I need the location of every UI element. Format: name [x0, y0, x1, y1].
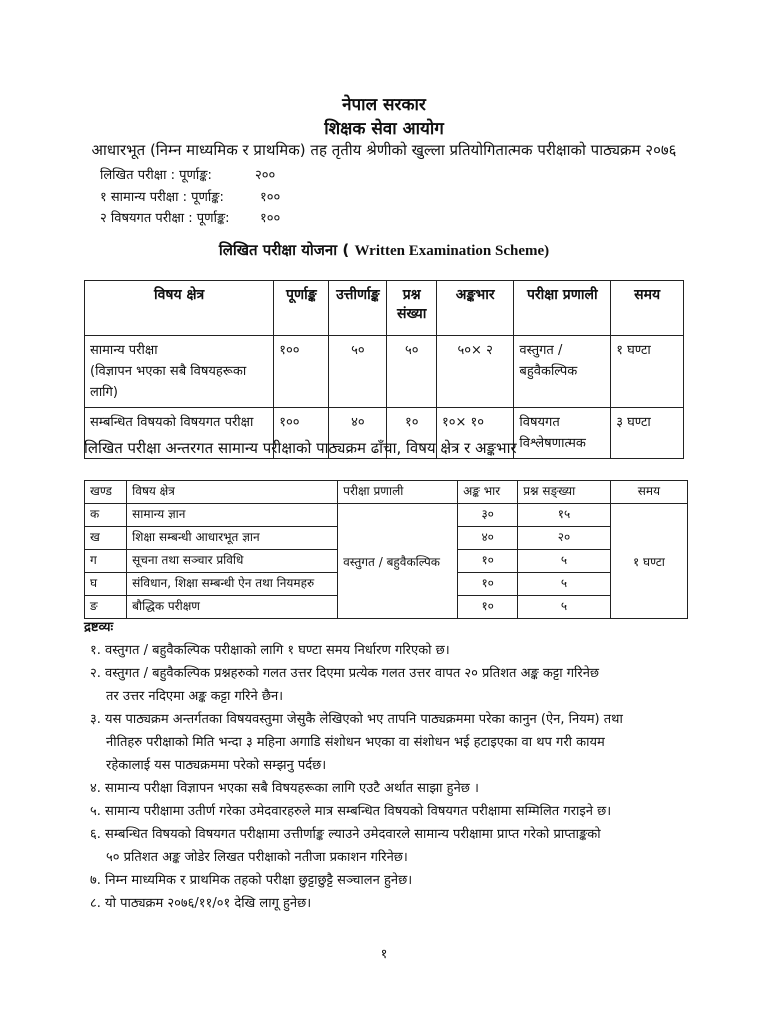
header-full-marks: पूर्णाङ्क [274, 281, 329, 336]
cell-area: सम्बन्धित विषयको विषयगत परीक्षा [85, 408, 274, 459]
cell-section: ङ [85, 596, 127, 619]
cell-section: क [85, 504, 127, 527]
commission-title: शिक्षक सेवा आयोग [324, 119, 444, 139]
cell-full: १०० [274, 408, 329, 459]
marks-line-subject [100, 208, 281, 226]
cell-full: १०० [274, 336, 329, 408]
cell-section: ग [85, 550, 127, 573]
cell-weight: ५०× २ [436, 336, 513, 408]
table-header-row [85, 281, 684, 336]
table-header-row [85, 481, 688, 504]
cell-time: १ घण्टा [611, 336, 684, 408]
note-continuation: नीतिहरु परीक्षाको मिति भन्दा ३ महिना अगाडि संशोधन भएका वा संशोधन भई हटाइएका वा थप गरी कायम [106, 735, 605, 750]
table-row [85, 504, 688, 527]
scheme-title-np: लिखित परीक्षा योजना ( [218, 241, 350, 259]
cell-system: विषयगत विश्लेषणात्मक [514, 408, 611, 459]
marks-label: १ सामान्य परीक्षा : पूर्णाङ्क: [100, 190, 224, 205]
header-question-count: प्रश्न सङ्ख्या [518, 481, 611, 504]
marks-value: १०० [260, 211, 281, 226]
cell-time: १ घण्टा [610, 504, 687, 619]
cell-area: सूचना तथा सञ्चार प्रविधि [127, 550, 338, 573]
header-weightage: अङ्कभार [436, 281, 513, 336]
header-time: समय [611, 281, 684, 336]
cell-area: संविधान, शिक्षा सम्बन्धी ऐन तथा नियमहरु [127, 573, 338, 596]
government-title: नेपाल सरकार [342, 95, 426, 115]
cell-time: ३ घण्टा [611, 408, 684, 459]
marks-label: लिखित परीक्षा : पूर्णाङ्क: [100, 168, 212, 183]
note-continuation: ५० प्रतिशत अङ्क जोडेर लिखत परीक्षाको नतीजा प्रकाशन गरिनेछ। [106, 850, 408, 865]
cell-count: १५ [518, 504, 611, 527]
marks-label: २ विषयगत परीक्षा : पूर्णाङ्क: [100, 211, 230, 226]
header-weightage: अङ्क भार [458, 481, 518, 504]
note-item: ४. सामान्य परीक्षा विज्ञापन भएका सबै विषयहरूका लागि एउटै अर्थात साझा हुनेछ । [90, 781, 479, 796]
note-item: १. वस्तुगत / बहुवैकल्पिक परीक्षाको लागि १ घण्टा समय निर्धारण गरिएको छ। [90, 643, 450, 658]
note-item: ८. यो पाठ्यक्रम २०७६/११/०१ देखि लागू हुनेछ। [90, 896, 312, 911]
cell-area: शिक्षा सम्बन्धी आधारभूत ज्ञान [127, 527, 338, 550]
cell-weight: १० [458, 573, 518, 596]
marks-value: १०० [260, 190, 281, 205]
notes-heading: द्रष्टव्यः [84, 620, 114, 635]
cell-pass: ४० [329, 408, 387, 459]
cell-count: ५ [518, 550, 611, 573]
scheme-table [84, 280, 684, 459]
header-area: विषय क्षेत्र [127, 481, 338, 504]
cell-area: सामान्य परीक्षा (विज्ञापन भएका सबै विषयहरूका लागि) [85, 336, 274, 408]
cell-count: २० [518, 527, 611, 550]
cell-system: वस्तुगत / बहुवैकल्पिक [338, 504, 458, 619]
cell-weight: ४० [458, 527, 518, 550]
cell-area: बौद्धिक परीक्षण [127, 596, 338, 619]
scheme-title [0, 240, 768, 260]
header-pass-marks: उत्तीर्णाङ्क [329, 281, 387, 336]
note-item: ३. यस पाठ्यक्रम अन्तर्गतका विषयवस्तुमा जेसुकै लेखिएको भए तापनि पाठ्यक्रममा परेका कानुन (ऐन, नियम) तथा [90, 712, 623, 727]
cell-area: सामान्य ज्ञान [127, 504, 338, 527]
cell-weight: १० [458, 596, 518, 619]
cell-count: ५ [518, 573, 611, 596]
note-continuation: तर उत्तर नदिएमा अङ्क कट्टा गरिने छैन। [106, 689, 284, 704]
general-exam-subtitle: लिखित परीक्षा अन्तरगत सामान्य परीक्षाको पाठ्यक्रम ढाँचा, विषय क्षेत्र र अङ्कभार [84, 439, 517, 457]
cell-count: ५० [387, 336, 437, 408]
cell-count: १० [387, 408, 437, 459]
cell-count: ५ [518, 596, 611, 619]
header-section: खण्ड [85, 481, 127, 504]
note-item: ५. सामान्य परीक्षामा उतीर्ण गरेका उमेदवारहरुले मात्र सम्बन्धित विषयको विषयगत परीक्षामा सम्मिलित गराइने छ। [90, 804, 612, 819]
header-exam-system: परीक्षा प्रणाली [514, 281, 611, 336]
cell-system: वस्तुगत / बहुवैकल्पिक [514, 336, 611, 408]
general-exam-table [84, 480, 688, 619]
cell-weight: १० [458, 550, 518, 573]
marks-value: २०० [255, 168, 276, 183]
cell-section: ख [85, 527, 127, 550]
cell-weight: १०× १० [436, 408, 513, 459]
note-item: ७. निम्न माध्यमिक र प्राथमिक तहको परीक्षा छुट्टाछुट्टै सञ्चालन हुनेछ। [90, 873, 413, 888]
notes-section [84, 616, 694, 915]
cell-weight: ३० [458, 504, 518, 527]
note-continuation: रहेकालाई यस पाठ्यक्रममा परेको सम्झनु पर्दछ। [106, 758, 327, 773]
header-area: विषय क्षेत्र [85, 281, 274, 336]
note-item: २. वस्तुगत / बहुवैकल्पिक प्रश्नहरुको गलत उत्तर दिएमा प्रत्येक गलत उत्तर वापत २० प्रतिशत अङ्क कट्टा गरिनेछ [90, 666, 600, 681]
header-question-count: प्रश्न संख्या [387, 281, 437, 336]
table-row [85, 336, 684, 408]
marks-line-general [100, 187, 281, 205]
scheme-title-en: Written Examination Scheme) [354, 243, 550, 259]
cell-pass: ५० [329, 336, 387, 408]
marks-line-written [100, 165, 276, 183]
cell-section: घ [85, 573, 127, 596]
page-number: १ [380, 947, 388, 962]
header-time: समय [610, 481, 687, 504]
syllabus-title: आधारभूत (निम्न माध्यमिक र प्राथमिक) तह तृतीय श्रेणीको खुल्ला प्रतियोगितात्मक परीक्षाको पाठ्यक्रम २०७६ [91, 141, 677, 159]
header-exam-system: परीक्षा प्रणाली [338, 481, 458, 504]
note-item: ६. सम्बन्धित विषयको विषयगत परीक्षामा उत्तीर्णाङ्क ल्याउने उमेदवारले सामान्य परीक्षामा प्राप्त गरेको प्राप्ताङ्कको [90, 827, 601, 842]
